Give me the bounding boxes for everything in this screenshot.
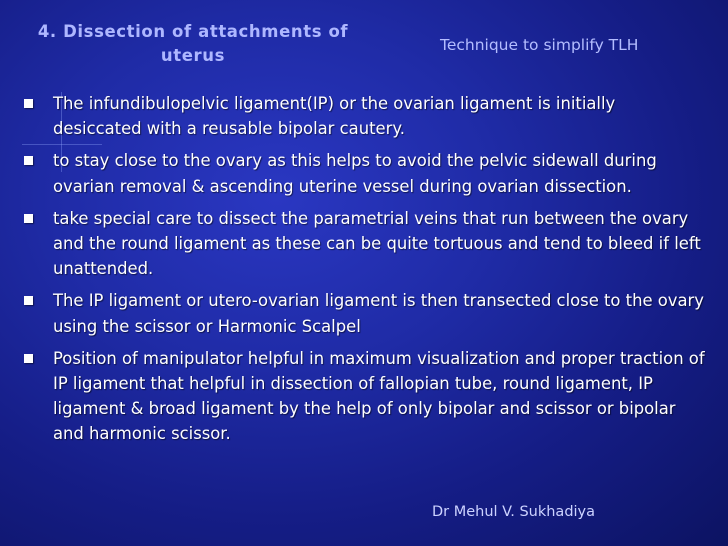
slide-subtitle: Technique to simplify TLH [440,36,639,54]
bullet-item [20,288,708,338]
square-bullet-icon [24,354,33,363]
bullet-item [20,206,708,282]
slide-title: 4. Dissection of attachments of uterus [37,22,349,65]
bullet-item [20,148,708,198]
author-credit: Dr Mehul V. Sukhadiya [432,504,596,520]
bullet-item [20,346,708,447]
bullet-text: The IP ligament or utero-ovarian ligament is then transected close to the ovary using the scissor or Harmonic Scalpel [53,291,704,336]
bullet-text: take special care to dissect the parametrial veins that run between the ovary and the round ligament as these can be quite tortuous and tend to bleed if left unattended. [53,208,701,279]
square-bullet-icon [24,156,33,165]
square-bullet-icon [24,296,33,305]
bullet-text: to stay close to the ovary as this helps to avoid the pelvic sidewall during ovarian removal & ascending uterine vessel during ovarian dissection. [53,151,657,196]
bullet-item [20,91,708,141]
square-bullet-icon [24,99,33,108]
bullet-text: The infundibulopelvic ligament(IP) or the ovarian ligament is initially desiccated with a reusable bipolar cautery. [53,94,616,139]
bullet-text: Position of manipulator helpful in maximum visualization and proper traction of IP ligament that helpful in dissection of fallopian tube, round ligament, IP ligament & broad ligament by the help of only bipolar and scissor or bipolar and harmonic scissor. [53,348,705,444]
bullet-list [20,91,708,454]
square-bullet-icon [24,214,33,223]
